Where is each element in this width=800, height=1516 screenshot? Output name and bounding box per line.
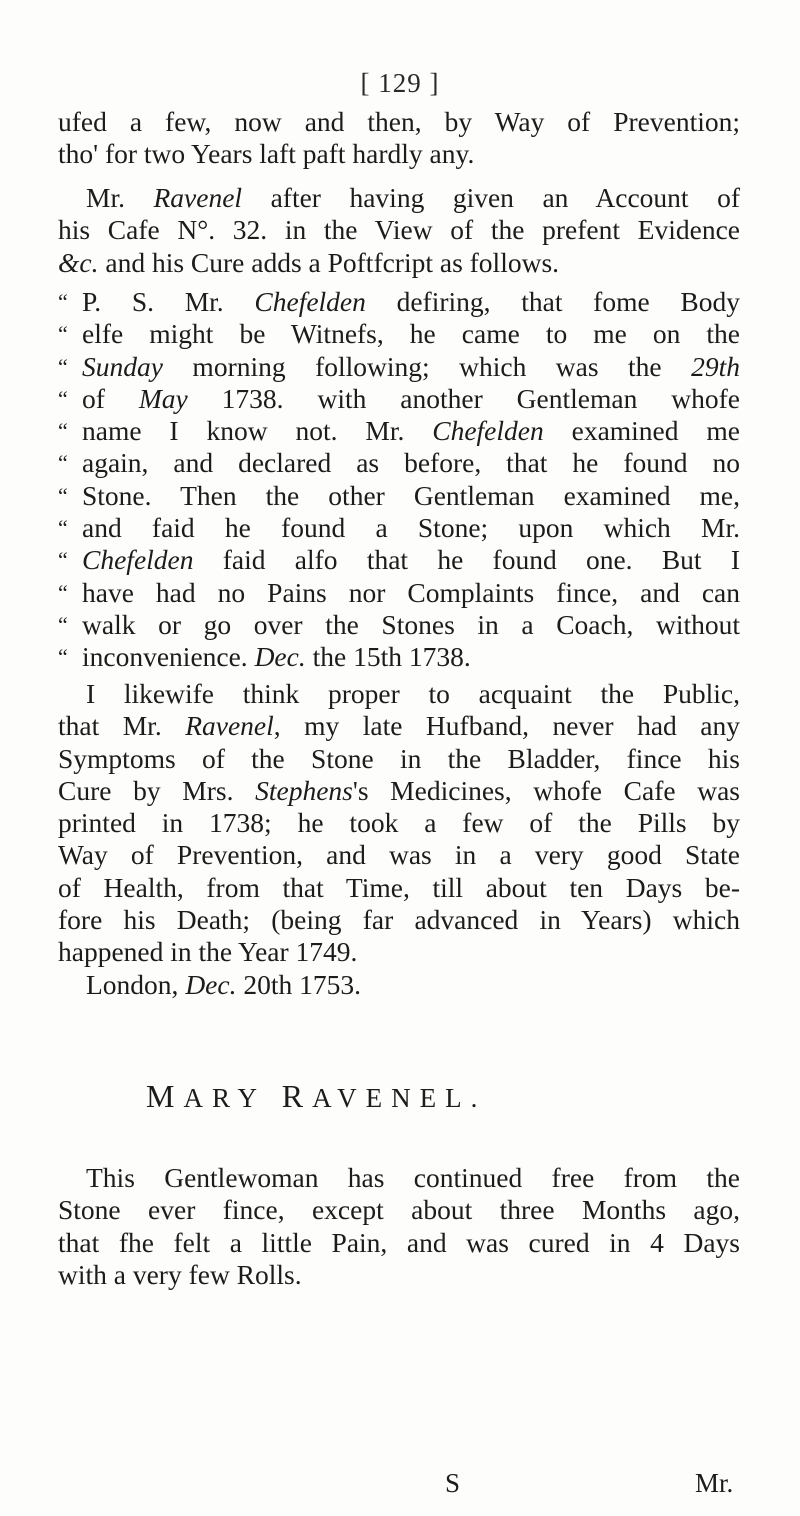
text-line: of Health, from that Time, till about ten Days be- xyxy=(58,871,740,903)
text-line: “ P. S. Mr. Chefelden defiring, that fome Body xyxy=(58,286,740,317)
page-number: [ 129 ] xyxy=(360,68,440,98)
text-line: “ walk or go over the Stones in a Coach, without xyxy=(58,608,740,640)
signature-mark: S xyxy=(445,1468,461,1498)
text-line: Stone ever fince, except about three Months ago, xyxy=(58,1194,740,1226)
paragraph-statement xyxy=(58,678,740,1001)
paragraph-note xyxy=(58,1162,740,1291)
text-line: printed in 1738; he took a few of the Pills by xyxy=(58,807,740,839)
text-line: that Mr. Ravenel, my late Hufband, never had any xyxy=(58,710,740,742)
dateline: London, Dec. 20th 1753. xyxy=(86,968,361,1000)
text-line: his Cafe N°. 32. in the View of the prefent Evidence xyxy=(58,214,740,246)
text-line: “ of May 1738. with another Gentleman whofe xyxy=(58,382,740,414)
text-line: “ have had no Pains nor Complaints fince, and can xyxy=(58,576,740,608)
text-line: Way of Prevention, and was in a very good State xyxy=(58,839,740,871)
signature: MARY RAVENEL. xyxy=(146,1078,487,1114)
text-line: “ and faid he found a Stone; upon which Mr. xyxy=(58,512,740,544)
text-line: tho' for two Years laft paft hardly any. xyxy=(58,138,475,170)
text-line: “ Sunday morning following; which was the 29th xyxy=(58,350,740,382)
text-line: ufed a few, now and then, by Way of Prevention; xyxy=(58,106,740,137)
text-line: &c. and his Cure adds a Poftfcript as follows. xyxy=(58,246,560,278)
text-line: with a very few Rolls. xyxy=(58,1258,302,1290)
text-line: Symptoms of the Stone in the Bladder, fince his xyxy=(58,742,740,774)
text-line: fore his Death; (being far advanced in Years) which xyxy=(58,904,740,936)
text-line: “ Stone. Then the other Gentleman examined me, xyxy=(58,479,740,511)
text-line: Mr. Ravenel after having given an Account of xyxy=(86,182,741,213)
text-line: “ Chefelden faid alfo that he found one. But I xyxy=(58,544,740,576)
text-line: “ inconvenience. Dec. the 15th 1738. xyxy=(58,641,471,673)
catchword: Mr. xyxy=(695,1468,734,1498)
paragraph-continuation xyxy=(58,106,740,171)
text-line: Cure by Mrs. Stephens's Medicines, whofe Cafe was xyxy=(58,774,740,806)
text-line: happened in the Year 1749. xyxy=(58,936,358,968)
text-line: I likewife think proper to acquaint the Public, xyxy=(86,678,740,709)
text-line: that fhe felt a little Pain, and was cured in 4 Days xyxy=(58,1226,740,1258)
text-line: “ name I know not. Mr. Chefelden examined me xyxy=(58,415,740,447)
paragraph-introduction xyxy=(58,182,740,279)
text-line: This Gentlewoman has continued free from the xyxy=(86,1162,740,1193)
text-line: “ again, and declared as before, that he found no xyxy=(58,447,740,479)
quoted-postscript xyxy=(58,286,740,674)
text-line: “ elfe might be Witnefs, he came to me on the xyxy=(58,318,740,350)
